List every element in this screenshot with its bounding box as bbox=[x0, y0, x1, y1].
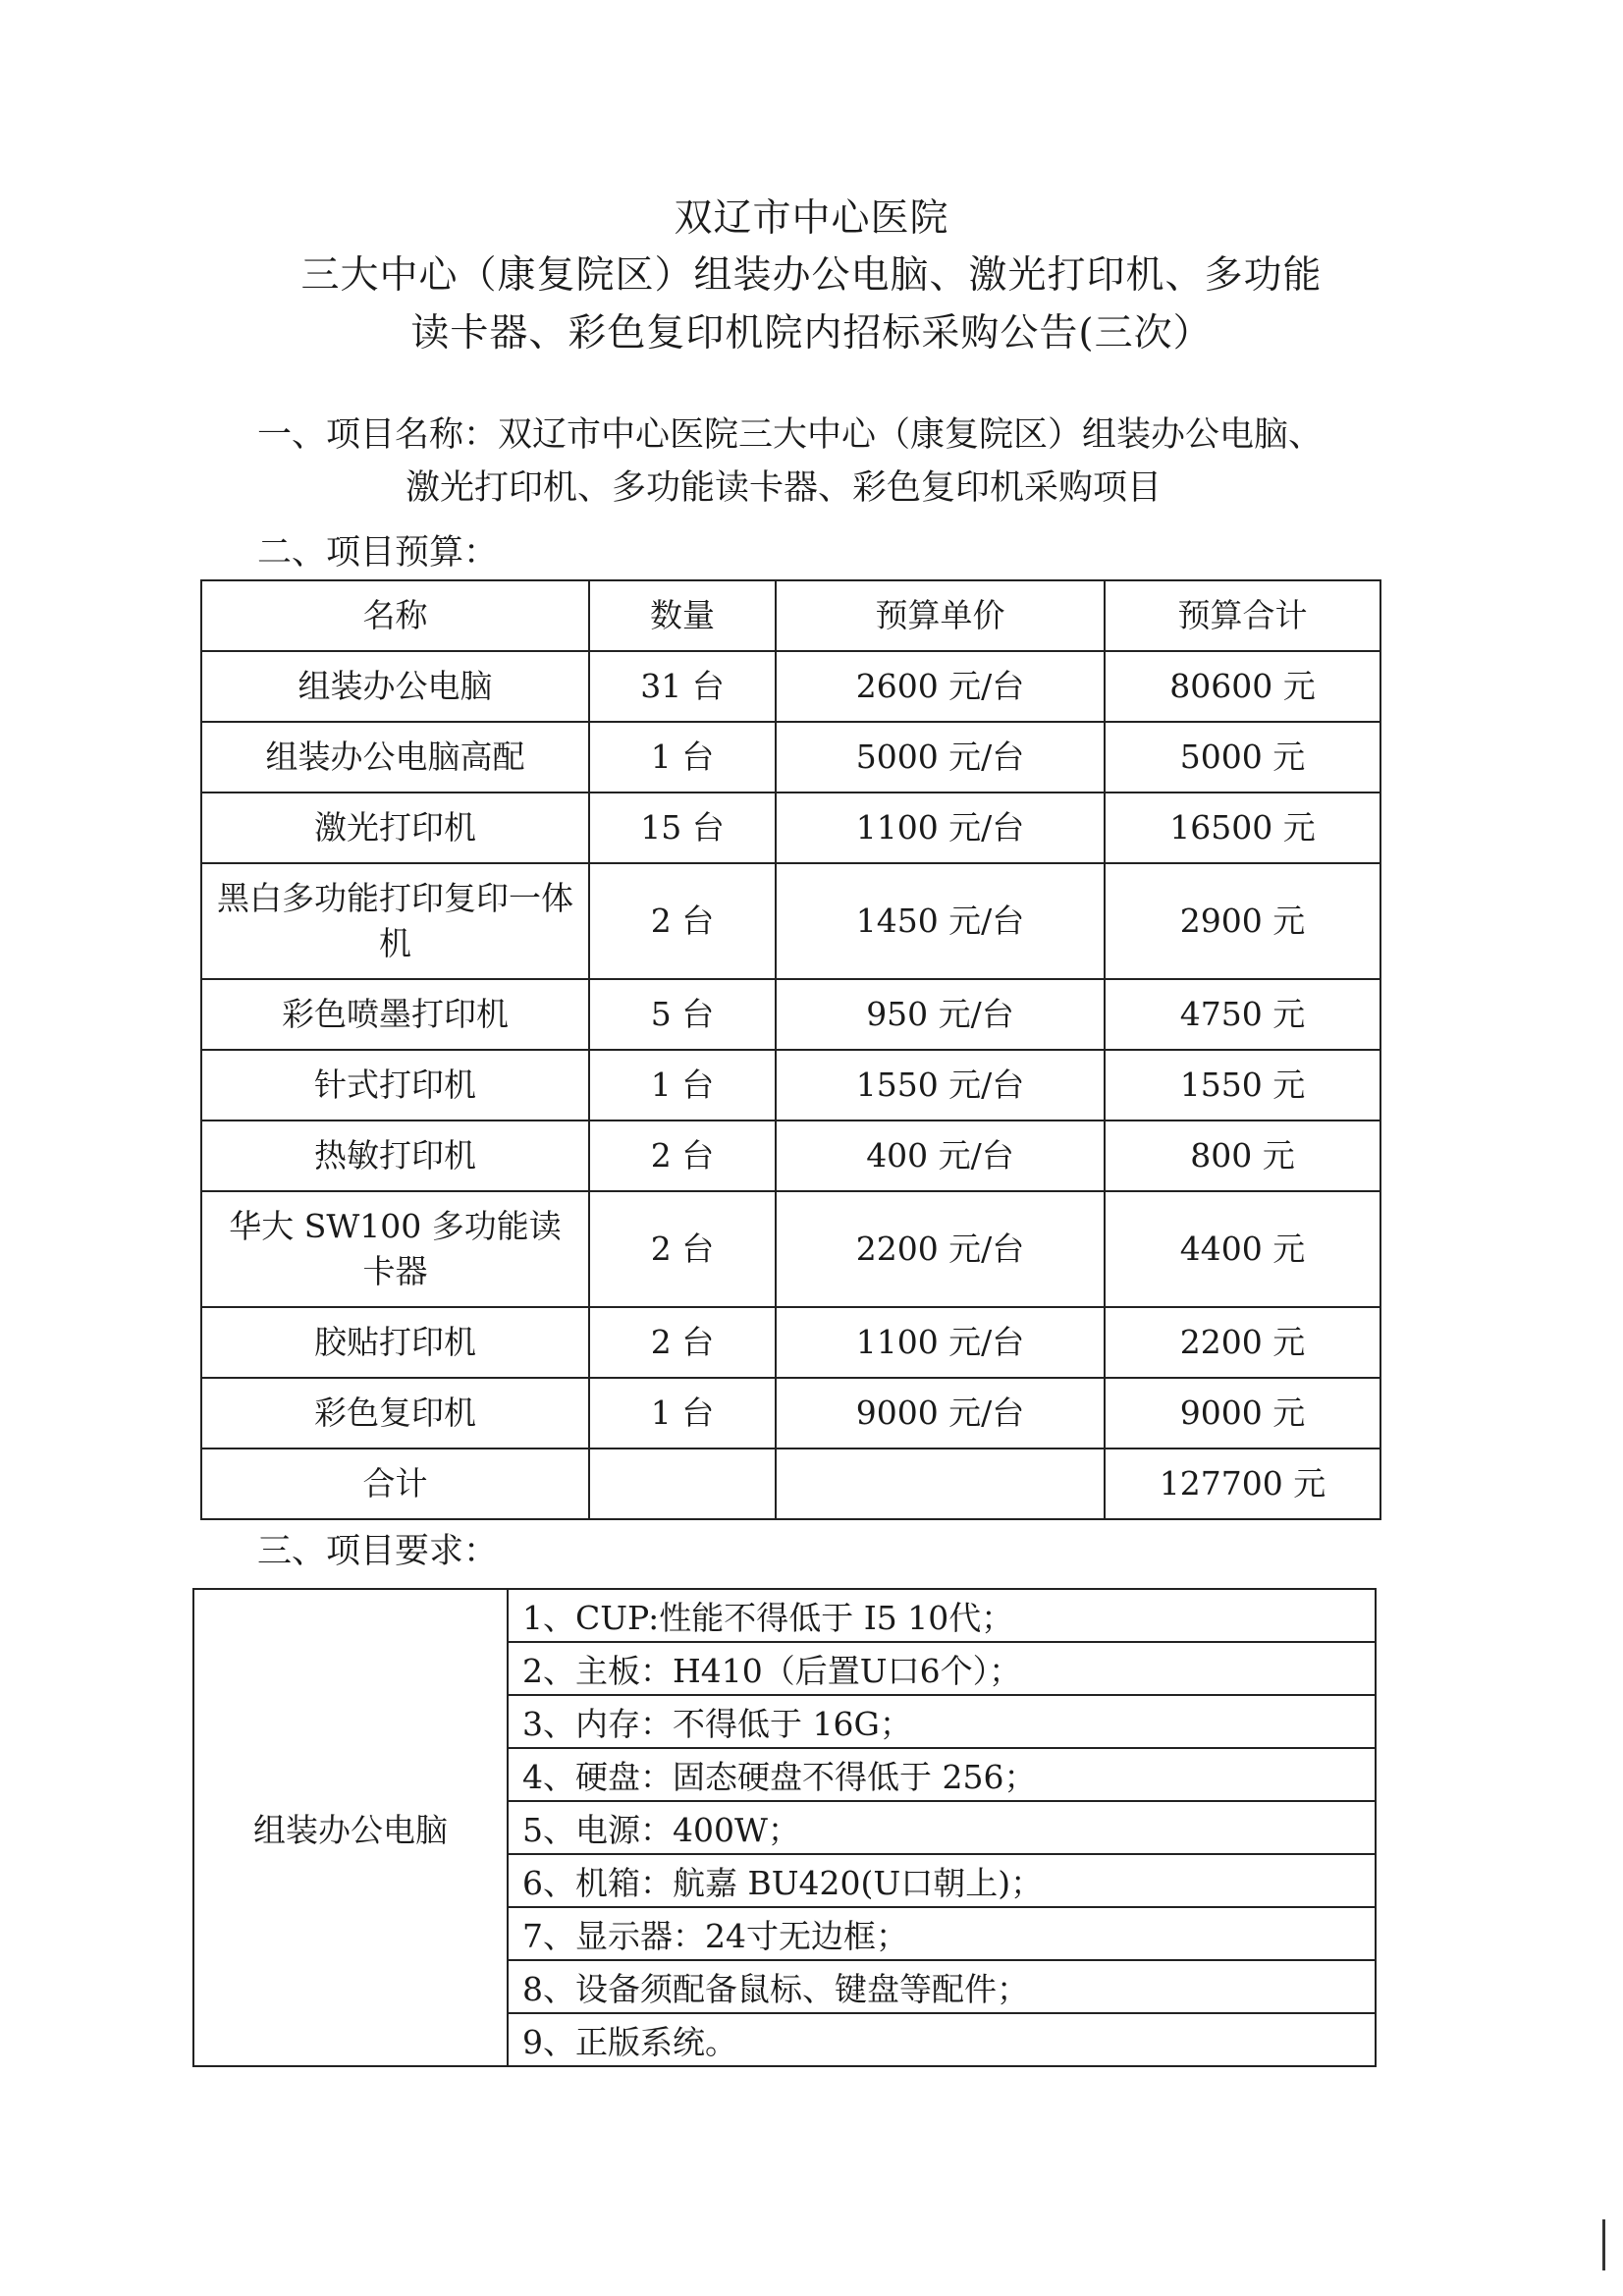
item-quantity: 5 台 bbox=[589, 979, 776, 1050]
item-total: 4750 元 bbox=[1105, 979, 1380, 1050]
item-name: 彩色喷墨打印机 bbox=[201, 979, 589, 1050]
table-row bbox=[201, 1191, 1380, 1307]
title-line-3: 读卡器、彩色复印机院内招标采购公告(三次） bbox=[410, 311, 1213, 355]
item-quantity: 31 台 bbox=[589, 651, 776, 722]
grand-total: 127700 元 bbox=[1105, 1449, 1380, 1519]
requirement-category: 组装办公电脑 bbox=[193, 1589, 508, 2066]
item-total: 1550 元 bbox=[1105, 1050, 1380, 1121]
requirement-item: 9、正版系统。 bbox=[508, 2013, 1376, 2066]
item-total: 4400 元 bbox=[1105, 1191, 1380, 1307]
requirement-item: 5、电源：400W； bbox=[508, 1801, 1376, 1854]
item-total: 9000 元 bbox=[1105, 1378, 1380, 1449]
requirements-table bbox=[192, 1588, 1377, 2067]
budget-heading: 二、项目预算： bbox=[257, 533, 499, 573]
requirements-heading: 三、项目要求： bbox=[257, 1532, 499, 1571]
item-total: 2200 元 bbox=[1105, 1307, 1380, 1378]
requirement-item: 7、显示器：24寸无边框； bbox=[508, 1907, 1376, 1960]
item-quantity: 2 台 bbox=[589, 1191, 776, 1307]
requirement-item: 4、硬盘：固态硬盘不得低于 256； bbox=[508, 1748, 1376, 1801]
title-line-2: 三大中心（康复院区）组装办公电脑、激光打印机、多功能 bbox=[300, 253, 1323, 298]
item-name: 激光打印机 bbox=[201, 793, 589, 863]
item-unit-price: 1100 元/台 bbox=[776, 793, 1105, 863]
item-name: 针式打印机 bbox=[201, 1050, 589, 1121]
item-name: 华大 SW100 多功能读卡器 bbox=[229, 1207, 562, 1290]
budget-header-row bbox=[201, 580, 1380, 651]
item-quantity: 1 台 bbox=[589, 1378, 776, 1449]
item-name-cell bbox=[201, 863, 589, 979]
table-row bbox=[201, 863, 1380, 979]
header-total: 预算合计 bbox=[1105, 580, 1380, 651]
item-name: 热敏打印机 bbox=[201, 1121, 589, 1191]
table-row bbox=[201, 793, 1380, 863]
project-name-line-1: 一、项目名称：双辽市中心医院三大中心（康复院区）组装办公电脑、 bbox=[257, 415, 1324, 455]
requirement-item: 3、内存：不得低于 16G； bbox=[508, 1695, 1376, 1748]
table-row bbox=[201, 722, 1380, 793]
requirement-item: 1、CUP:性能不得低于 I5 10代； bbox=[508, 1589, 1376, 1642]
item-unit-price: 5000 元/台 bbox=[776, 722, 1105, 793]
item-name: 彩色复印机 bbox=[201, 1378, 589, 1449]
requirement-row bbox=[193, 1589, 1376, 1642]
total-unit-price bbox=[776, 1449, 1105, 1519]
item-unit-price: 2200 元/台 bbox=[776, 1191, 1105, 1307]
header-unit-price: 预算单价 bbox=[776, 580, 1105, 651]
item-quantity: 2 台 bbox=[589, 863, 776, 979]
requirement-item: 6、机箱：航嘉 BU420(U口朝上)； bbox=[508, 1854, 1376, 1907]
item-total: 80600 元 bbox=[1105, 651, 1380, 722]
item-unit-price: 950 元/台 bbox=[776, 979, 1105, 1050]
total-row bbox=[201, 1449, 1380, 1519]
total-label: 合计 bbox=[201, 1449, 589, 1519]
item-quantity: 2 台 bbox=[589, 1121, 776, 1191]
item-unit-price: 1450 元/台 bbox=[776, 863, 1105, 979]
item-quantity: 1 台 bbox=[589, 722, 776, 793]
table-row bbox=[201, 1050, 1380, 1121]
table-row bbox=[201, 651, 1380, 722]
item-unit-price: 9000 元/台 bbox=[776, 1378, 1105, 1449]
item-unit-price: 1100 元/台 bbox=[776, 1307, 1105, 1378]
table-row bbox=[201, 1378, 1380, 1449]
header-quantity: 数量 bbox=[589, 580, 776, 651]
item-unit-price: 400 元/台 bbox=[776, 1121, 1105, 1191]
scan-margin-mark bbox=[1602, 2219, 1605, 2270]
item-total: 2900 元 bbox=[1105, 863, 1380, 979]
project-name-line-2: 激光打印机、多功能读卡器、彩色复印机采购项目 bbox=[406, 468, 1163, 508]
item-quantity: 1 台 bbox=[589, 1050, 776, 1121]
item-name-cell bbox=[201, 1191, 589, 1307]
item-unit-price: 1550 元/台 bbox=[776, 1050, 1105, 1121]
item-name: 组装办公电脑 bbox=[201, 651, 589, 722]
item-quantity: 15 台 bbox=[589, 793, 776, 863]
item-total: 5000 元 bbox=[1105, 722, 1380, 793]
item-name: 胶贴打印机 bbox=[201, 1307, 589, 1378]
requirement-item: 8、设备须配备鼠标、键盘等配件； bbox=[508, 1960, 1376, 2013]
table-row bbox=[201, 979, 1380, 1050]
header-name: 名称 bbox=[201, 580, 589, 651]
item-name: 黑白多功能打印复印一体机 bbox=[217, 879, 573, 962]
item-name: 组装办公电脑高配 bbox=[201, 722, 589, 793]
item-unit-price: 2600 元/台 bbox=[776, 651, 1105, 722]
item-quantity: 2 台 bbox=[589, 1307, 776, 1378]
table-row bbox=[201, 1307, 1380, 1378]
title-hospital: 双辽市中心医院 bbox=[674, 196, 949, 241]
total-quantity bbox=[589, 1449, 776, 1519]
table-row bbox=[201, 1121, 1380, 1191]
requirement-item: 2、主板：H410（后置U口6个）； bbox=[508, 1642, 1376, 1695]
budget-table bbox=[200, 579, 1381, 1520]
item-total: 16500 元 bbox=[1105, 793, 1380, 863]
item-total: 800 元 bbox=[1105, 1121, 1380, 1191]
